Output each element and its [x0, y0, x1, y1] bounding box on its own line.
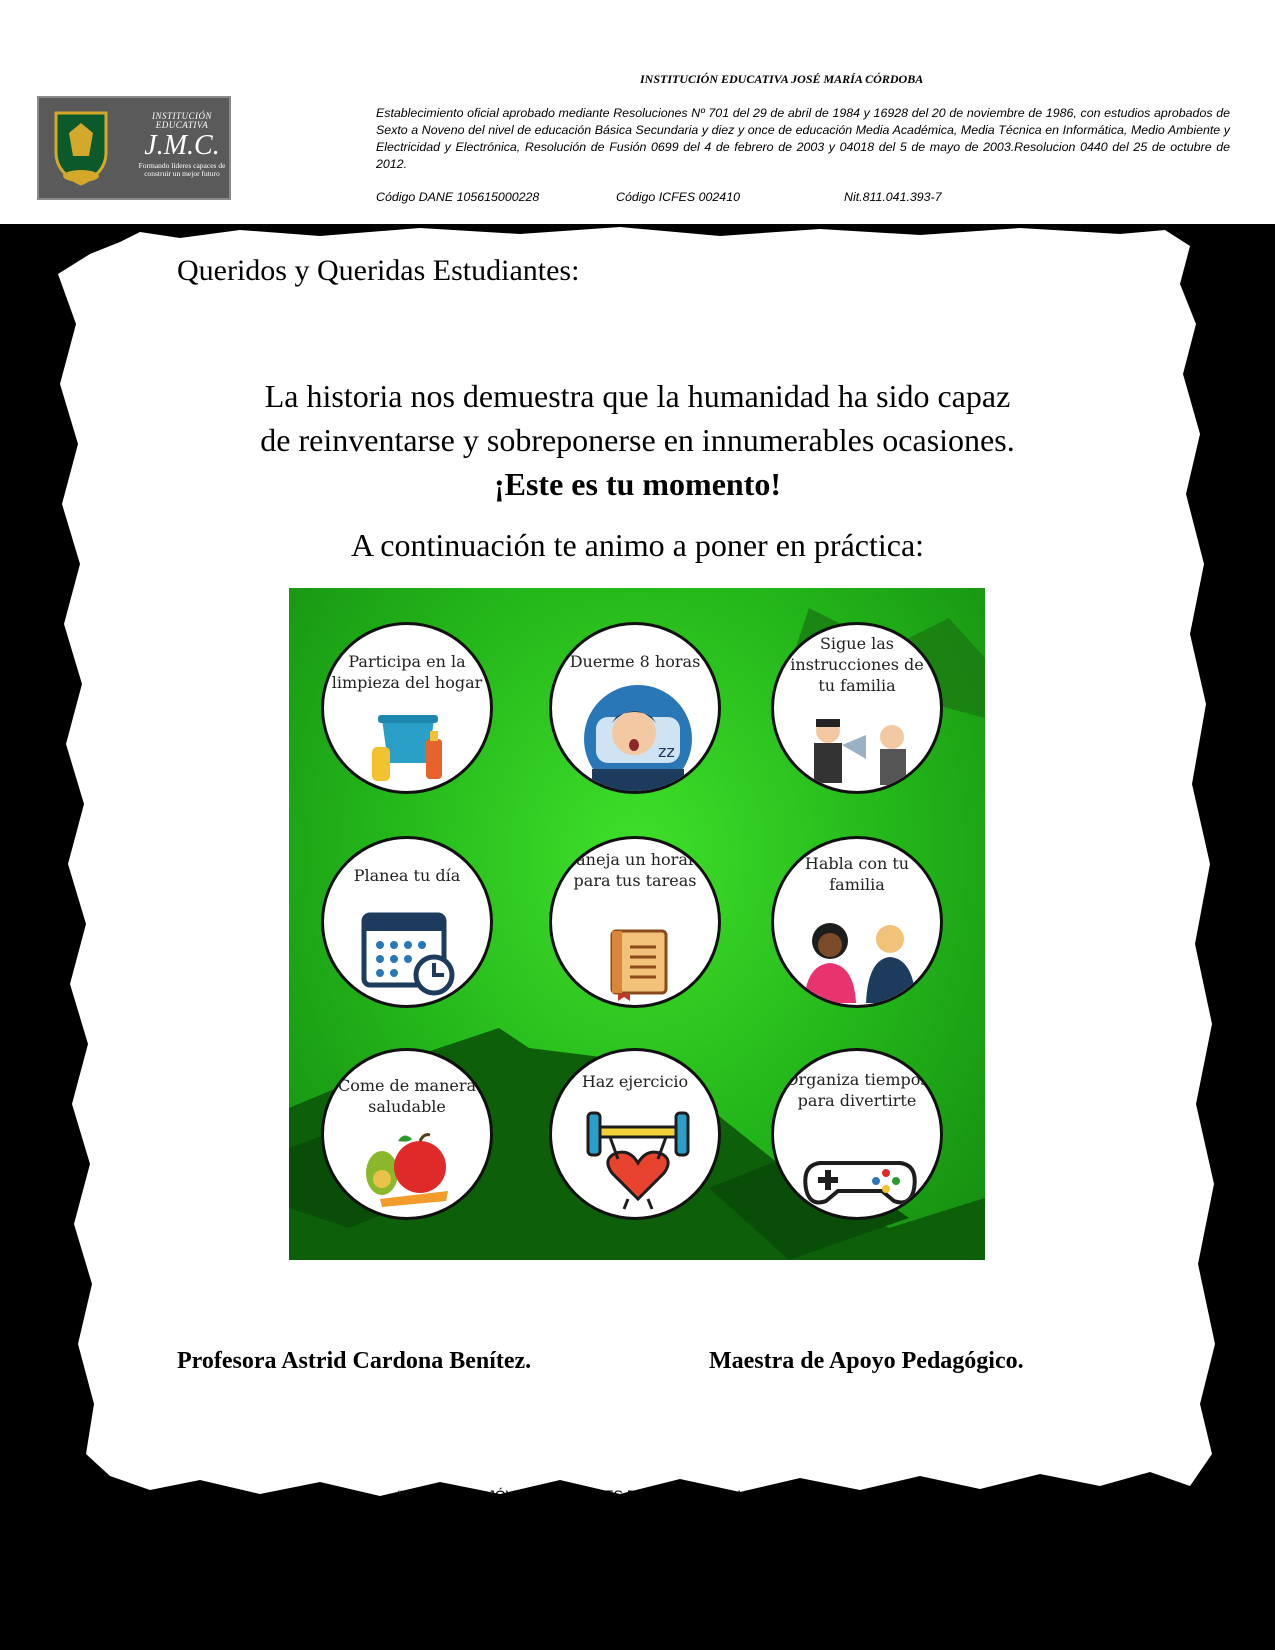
logo-initials: J.M.C.: [144, 130, 220, 161]
cleaning-bucket-icon: [368, 711, 452, 787]
sleeping-boy-icon: [578, 677, 698, 793]
greeting: Queridos y Queridas Estudiantes:: [177, 254, 580, 287]
family-instructions-icon: [800, 715, 920, 789]
footer-phone: TELEFONO: 561 22 41: [564, 1523, 711, 1539]
habit-fun-time-label: Organiza tiempos para divertirte: [785, 1070, 929, 1110]
nit: Nit.811.041.393-7: [844, 190, 942, 204]
footer-slogan: “FORMANDO JÓVENES CAPACES DE CONSTRUIR UN MEJOR FUTURO”: [397, 1487, 878, 1503]
habit-cleaning-label: Participa en la limpieza del hogar: [331, 652, 483, 692]
teacher-signature: Profesora Astrid Cardona Benítez.: [177, 1348, 532, 1374]
habit-talk-family: [771, 836, 943, 1008]
footer-email: E-MAIL ie.josemariacordoba@gmail.com: [510, 1542, 765, 1558]
habit-instructions: [771, 622, 943, 794]
paragraph-line-2: de reinventarse y sobreponerse en innumerables ocasiones.: [260, 422, 1015, 458]
institution-description: Establecimiento oficial aprobado mediante Resoluciones Nº 701 del 29 de abril de 1984 y 16928 del 20 de noviembre de 1986, con estudios aprobados de Sexto a Noveno del nivel de educación Básica Secundaria y diez y once de educación Media Académica, Media Técnica en Informática, Medio Ambiente y Electricidad y Electrónica, Resolución de Fusión 0699 del 4 de febrero de 2003 y 04018 del 5 de mayo de 2003.Resolucion 0440 del 25 de octubre de 2012.: [376, 106, 1230, 171]
game-controller-icon: [800, 1155, 920, 1211]
habit-plan-day-label: Planea tu día: [353, 866, 461, 885]
heart-lifting-weights-icon: [578, 1107, 698, 1211]
habit-fun-time: [771, 1048, 943, 1220]
habit-plan-day: [321, 836, 493, 1008]
habit-exercise-label: Haz ejercicio: [581, 1072, 689, 1091]
svg-text:zz: zz: [658, 742, 675, 761]
habit-exercise: [549, 1048, 721, 1220]
paragraph-line-1: La historia nos demuestra que la humanidad ha sido capaz: [264, 378, 1011, 414]
emphasis-line: ¡Este es tu momento!: [493, 466, 782, 502]
intro-line: A continuación te animo a poner en práctica:: [350, 527, 925, 563]
institution-logo: [37, 96, 231, 200]
habit-healthy-eating-label: Come de manera saludable: [337, 1076, 477, 1116]
talking-people-icon: [796, 919, 926, 1003]
habit-healthy-eating: [321, 1048, 493, 1220]
habit-instructions-label: Sigue las instrucciones de tu familia: [790, 634, 924, 695]
logo-text: [137, 112, 227, 177]
logo-line1: INSTITUCIÓN EDUCATIVA: [151, 111, 212, 130]
habit-talk-family-label: Habla con tu familia: [804, 854, 910, 894]
habit-schedule-label: Maneja un horario para tus tareas: [559, 850, 711, 890]
habit-cleaning: [321, 622, 493, 794]
habit-sleep-label: Duerme 8 horas: [569, 652, 701, 671]
habit-sleep: [549, 622, 721, 794]
footer-divider: [320, 1520, 954, 1521]
codigo-dane: Código DANE 105615000228: [376, 190, 540, 204]
institution-name: INSTITUCIÓN EDUCATIVA JOSÉ MARÍA CÓRDOBA: [640, 72, 924, 86]
calendar-clock-icon: [360, 907, 460, 997]
logo-tagline: Formando líderes capaces de construir un mejor futuro: [138, 161, 226, 178]
shield-crest-icon: [51, 108, 111, 188]
healthy-food-icon: [360, 1129, 460, 1209]
habit-schedule: [549, 836, 721, 1008]
teacher-role: Maestra de Apoyo Pedagógico.: [709, 1348, 1024, 1374]
codigo-icfes: Código ICFES 002410: [616, 190, 740, 204]
notebook-icon: [604, 929, 674, 1001]
habits-infographic: [289, 588, 985, 1260]
